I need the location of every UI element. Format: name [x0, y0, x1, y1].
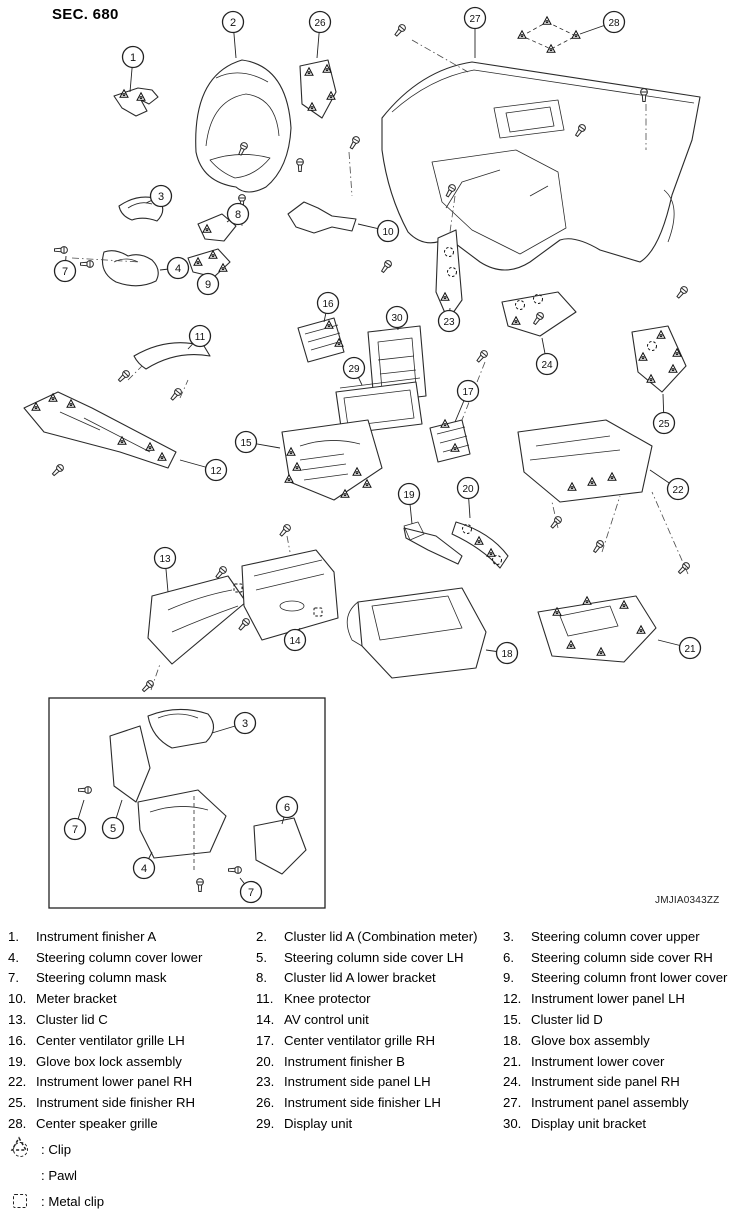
callout-4	[160, 258, 189, 279]
part-item	[503, 1030, 730, 1051]
legend-row-pawl	[10, 1162, 104, 1188]
part-name: Cluster lid C	[36, 1012, 108, 1028]
part-2-cluster-lid-a	[196, 60, 291, 192]
part-21-instrument-lower-cover	[538, 596, 656, 662]
part-name: Instrument lower panel LH	[531, 991, 685, 1007]
svg-text:3: 3	[241, 717, 249, 730]
callout-17	[455, 381, 479, 423]
part-name: Steering column cover upper	[531, 928, 700, 944]
part-number: 30.	[503, 1116, 522, 1132]
part-9-steering-column-front-lower-cover	[188, 249, 230, 277]
part-number: 9.	[503, 970, 514, 986]
part-number: 28.	[8, 1116, 27, 1132]
svg-text:7: 7	[61, 265, 69, 278]
part-number: 29.	[256, 1116, 275, 1132]
legend-label: : Metal clip	[41, 1193, 105, 1209]
part-number: 20.	[256, 1053, 275, 1069]
part-1-instrument-finisher-a	[114, 88, 158, 116]
svg-text:21: 21	[684, 643, 696, 655]
part-name: Instrument side panel LH	[284, 1074, 431, 1090]
part-item	[8, 1092, 256, 1113]
part-item	[503, 1051, 730, 1072]
part-number: 19.	[8, 1053, 27, 1069]
part-item	[8, 947, 256, 968]
part-13-cluster-lid-c	[148, 576, 246, 664]
svg-text:18: 18	[501, 648, 513, 660]
part-number: 4.	[8, 949, 19, 965]
svg-text:12: 12	[210, 465, 222, 477]
callout-4	[134, 852, 155, 879]
part-item	[256, 1113, 503, 1134]
part-item	[8, 968, 256, 989]
legend-label: : Pawl	[41, 1167, 77, 1183]
part-number: 23.	[256, 1074, 275, 1090]
part-name: Instrument side panel RH	[531, 1074, 680, 1090]
callout-8	[227, 204, 249, 225]
part-name: Cluster lid A (Combination meter)	[284, 928, 478, 944]
part-27-instrument-panel-assembly	[382, 62, 700, 270]
part-number: 13.	[8, 1012, 27, 1028]
svg-text:26: 26	[314, 17, 326, 29]
callout-18	[486, 643, 518, 664]
part-item	[8, 988, 256, 1009]
svg-text:23: 23	[443, 316, 455, 328]
svg-text:4: 4	[140, 862, 148, 875]
part-item	[503, 968, 730, 989]
metal-clip-icon	[10, 1194, 30, 1208]
callout-16	[318, 293, 339, 323]
callout-29	[344, 358, 365, 386]
part-name: AV control unit	[284, 1012, 369, 1028]
part-19-glove-box-lock-assembly	[404, 522, 462, 564]
part-name: Glove box lock assembly	[36, 1053, 182, 1069]
svg-text:27: 27	[469, 13, 481, 25]
callout-22	[650, 470, 689, 500]
inset-steering-covers	[110, 709, 306, 874]
callout-11	[188, 326, 211, 350]
part-item	[503, 1092, 730, 1113]
part-28-center-speaker-grille	[522, 22, 576, 49]
part-26-instrument-side-finisher-lh	[300, 60, 336, 118]
svg-text:16: 16	[322, 298, 334, 310]
callout-15	[236, 432, 281, 453]
callout-25	[654, 394, 675, 434]
callout-30	[387, 307, 408, 331]
part-number: 16.	[8, 1032, 27, 1048]
svg-text:25: 25	[658, 418, 670, 430]
part-15-cluster-lid-d	[282, 420, 382, 500]
part-item	[256, 1009, 503, 1030]
part-item	[8, 1072, 256, 1093]
legend-label: : Clip	[41, 1141, 72, 1157]
svg-text:7: 7	[247, 886, 255, 899]
svg-text:1: 1	[129, 51, 137, 64]
part-number: 15.	[503, 1012, 522, 1028]
callout-21	[658, 638, 701, 659]
part-name: Center ventilator grille RH	[284, 1032, 435, 1048]
svg-text:9: 9	[204, 278, 212, 291]
part-item	[256, 1092, 503, 1113]
part-item	[503, 1009, 730, 1030]
part-name: Instrument side finisher RH	[36, 1095, 196, 1111]
part-number: 2.	[256, 928, 267, 944]
part-item	[256, 926, 503, 947]
part-number: 3.	[503, 928, 514, 944]
part-name: Instrument finisher A	[36, 928, 157, 944]
part-item	[503, 988, 730, 1009]
svg-text:19: 19	[403, 489, 415, 501]
svg-text:2: 2	[229, 16, 237, 29]
svg-text:10: 10	[382, 226, 394, 238]
part-number: 10.	[8, 991, 27, 1007]
callout-9	[198, 274, 219, 295]
part-item	[256, 1051, 503, 1072]
part-number: 12.	[503, 991, 522, 1007]
part-name: Steering column front lower cover	[531, 970, 728, 986]
part-number: 27.	[503, 1095, 522, 1111]
part-name: Cluster lid A lower bracket	[284, 970, 436, 986]
part-number: 22.	[8, 1074, 27, 1090]
callout-28	[580, 12, 625, 35]
svg-text:15: 15	[240, 437, 252, 449]
part-14-av-control-unit	[242, 550, 338, 640]
part-number: 24.	[503, 1074, 522, 1090]
svg-text:5: 5	[109, 822, 117, 835]
part-item	[8, 926, 256, 947]
part-number: 11.	[256, 991, 274, 1007]
part-item	[256, 947, 503, 968]
part-name: Center ventilator grille LH	[36, 1032, 185, 1048]
part-20-instrument-finisher-b	[452, 522, 508, 568]
part-name: Display unit	[284, 1116, 353, 1132]
part-number: 17.	[256, 1032, 275, 1048]
part-12-instrument-lower-panel-lh	[24, 392, 176, 468]
svg-text:11: 11	[194, 331, 206, 343]
part-item	[256, 988, 503, 1009]
part-name: Meter bracket	[36, 991, 117, 1007]
legend-row-metal-clip	[10, 1188, 104, 1214]
callout-3	[212, 713, 256, 734]
svg-text:24: 24	[541, 359, 553, 371]
part-name: Steering column mask	[36, 970, 167, 986]
part-22-instrument-lower-panel-rh	[518, 420, 652, 502]
callout-26	[310, 12, 331, 59]
part-item	[8, 1030, 256, 1051]
svg-text:8: 8	[234, 208, 242, 221]
parts-list	[8, 926, 730, 1134]
part-item	[256, 968, 503, 989]
part-item	[256, 1072, 503, 1093]
part-number: 25.	[8, 1095, 27, 1111]
svg-text:6: 6	[283, 801, 291, 814]
part-number: 21.	[503, 1053, 522, 1069]
svg-text:14: 14	[289, 635, 301, 647]
part-name: Steering column side cover LH	[284, 949, 464, 965]
svg-text:3: 3	[157, 190, 165, 203]
legend	[10, 1136, 104, 1214]
svg-text:17: 17	[462, 386, 474, 398]
part-name: Instrument side finisher LH	[284, 1095, 441, 1111]
callout-12	[180, 460, 227, 481]
part-10-meter-bracket	[288, 202, 356, 233]
svg-text:22: 22	[672, 484, 684, 496]
part-number: 5.	[256, 949, 267, 965]
figure-code: JMJIA0343ZZ	[655, 895, 720, 906]
svg-text:29: 29	[348, 363, 360, 375]
part-number: 6.	[503, 949, 514, 965]
svg-text:30: 30	[391, 312, 403, 324]
part-number: 26.	[256, 1095, 275, 1111]
part-name: Steering column cover lower	[36, 949, 203, 965]
callout-5	[103, 800, 124, 839]
callout-20	[458, 478, 479, 519]
callout-24	[537, 338, 558, 375]
part-name: Cluster lid D	[531, 1012, 603, 1028]
svg-text:20: 20	[462, 483, 474, 495]
part-18-glove-box-assembly	[347, 588, 486, 678]
part-item	[503, 947, 730, 968]
part-name: Steering column side cover RH	[531, 949, 713, 965]
part-name: Instrument lower panel RH	[36, 1074, 193, 1090]
part-17-center-ventilator-grille-rh	[430, 420, 470, 462]
part-name: Center speaker grille	[36, 1116, 158, 1132]
part-number: 8.	[256, 970, 267, 986]
part-number: 1.	[8, 928, 19, 944]
part-item	[8, 1051, 256, 1072]
part-name: Instrument lower cover	[531, 1053, 665, 1069]
callout-23	[439, 308, 460, 332]
callout-1	[123, 47, 144, 93]
part-4-steering-column-cover-lower	[103, 251, 159, 286]
part-name: Instrument panel assembly	[531, 1095, 689, 1111]
part-name: Instrument finisher B	[284, 1053, 405, 1069]
callout-7	[240, 878, 262, 903]
callout-10	[358, 221, 399, 242]
part-item	[256, 1030, 503, 1051]
part-item	[503, 926, 730, 947]
callout-2	[223, 12, 244, 59]
callout-7	[65, 800, 86, 840]
callout-7	[55, 256, 76, 282]
svg-text:4: 4	[174, 262, 182, 275]
part-name: Knee protector	[284, 991, 371, 1007]
part-item	[503, 1072, 730, 1093]
part-number: 7.	[8, 970, 19, 986]
part-item	[8, 1113, 256, 1134]
callout-19	[399, 484, 420, 525]
part-number: 14.	[256, 1012, 275, 1028]
part-number: 18.	[503, 1032, 522, 1048]
callout-13	[155, 548, 176, 593]
svg-text:13: 13	[159, 553, 171, 565]
part-item	[503, 1113, 730, 1134]
part-name: Glove box assembly	[531, 1032, 650, 1048]
section-label: SEC. 680	[52, 6, 119, 23]
part-item	[8, 1009, 256, 1030]
part-16-center-ventilator-grille-lh	[298, 318, 344, 362]
svg-text:7: 7	[71, 823, 79, 836]
part-name: Display unit bracket	[531, 1116, 647, 1132]
callout-27	[465, 8, 486, 59]
svg-text:28: 28	[608, 17, 620, 29]
